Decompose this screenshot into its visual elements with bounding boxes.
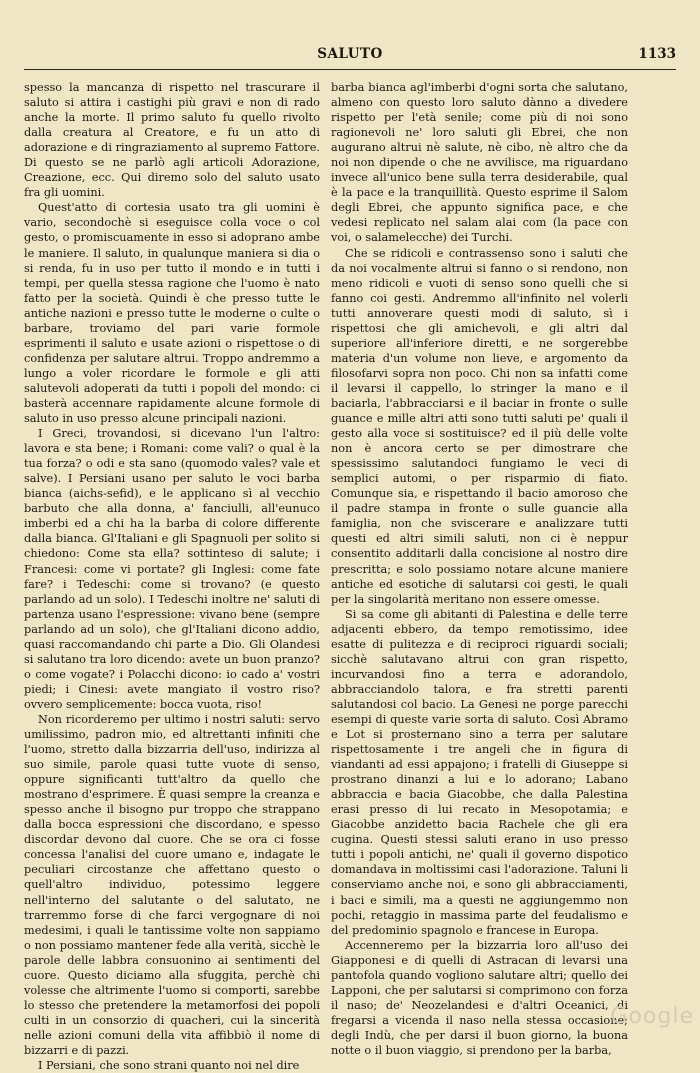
paragraph: Che se ridicoli e contrassenso sono i saluti che da noi vocalmente altrui si fanno o si rendono, non meno ridicoli e vuoti di senso sono quelli che si fanno coi gesti. Andremmo all'infinito nel volerli tutti annoverare questi modi di saluto, sì i rispettosi che gli amichevoli, e gli altri dal superiore all'inferiore diretti, e ne sorgerebbe materia d'un volume non lieve, e argomento da filosofarvi sopra non poco. Chi non sa infatti come il levarsi il cappello, lo stringer la mano e il baciarla, l'abbracciarsi e il baciar in fronte o sulle guance e mille altri atti sono tutti saluti pe' quali il gesto alla voce si sostituisce? ed il più delle volte non è ancora certo se per dimostrare che spessissimo salutandoci fungiamo le veci di semplici automi, o per risparmio di fiato. Comunque sia, e rispettando il bacio amoroso che il padre stampa in fronte o sulle guancie alla famiglia, non che sviscerare e analizzare tutti questi ed altri simili saluti, non ci è neppur consentito additarli dalla concisione al nostro dire prescritta; e solo possiamo notare alcune maniere antiche ed esotiche di salutarsi coi gesti, le quali per la singolarità meritano non essere omesse. <box>331 246 628 606</box>
right-column <box>331 80 628 1058</box>
paragraph: I Greci, trovandosi, si dicevano l'un l'altro: lavora e sta bene; i Romani: come vali? o qual è la tua forza? o odi e sta sano (quomodo vales? vale et salve). I Persiani usano per saluto le voci barba bianca (aichs-sefid), e le applicano sì al vecchio barbuto che alla donna, a' fanciulli, all'eunuco imberbi ed a chi ha la barba di colore differente dalla bianca. Gl'Italiani e gli Spagnuoli per solito si chiedono: Come sta ella? sottinteso di salute; i Francesi: come vi portate? gli Inglesi: come fate fare? i Tedeschi: come si trovano? (e questo parlando ad un solo). I Tedeschi inoltre ne' saluti di partenza usano l'espressione: vivano bene (sempre parlando ad un solo), che gl'Italiani dicono addio, quasi raccomandando chi parte a Dio. Gli Olandesi si salutano tra loro dicendo: avete un buon pranzo? o come vogate? i Polacchi dicono: io cado a' vostri piedi; i Cinesi: avete mangiato il vostro riso? ovvero semplicemente: bocca vuota, riso! <box>24 427 320 711</box>
paragraph: barba bianca agl'imberbi d'ogni sorta che salutano, almeno con questo loro saluto dànno a divedere rispetto per l'età senile; come più di noi sono ragionevoli ne' loro saluti gli Ebrei, che non augurano altrui nè salute, nè cibo, nè altro che da noi non dipende o che ne avvilisce, ma riguardano invece all'unico bene sulla terra desiderabile, qual è la pace e la tranquillità. Questo esprime il Salom degli Ebrei, che appunto significa pace, e che vedesi replicato nel salam alai com (la pace con voi, o salamelecche) dei Turchi. <box>331 81 628 245</box>
header-rule <box>24 69 676 70</box>
paragraph: spesso la mancanza di rispetto nel trascurare il saluto si attira i castighi più gravi e non di rado anche la morte. Il primo saluto fu quello rivolto dalla creatura al Creatore, e fu un atto di adorazione e di ringraziamento al supremo Fattore. Di questo se ne parlò agli articoli Adorazione, Creazione, ecc. Qui diremo solo del saluto usato fra gli uomini. <box>24 81 320 200</box>
watermark: Google <box>610 1004 694 1029</box>
paragraph: Accenneremo per la bizzarria loro all'uso dei Giapponesi e di quelli di Astracan di levarsi una pantofola quando vogliono salutare altri; quello dei Lapponi, che per salutarsi si comprimono con forza il naso; de' Neozelandesi e d'altri Oceanici, di fregarsi a vicenda il naso nella stessa occasione; degli Indù, che per darsi il buon giorno, la buona notte o il buon viaggio, si prendono per la barba, <box>331 938 628 1057</box>
paragraph: I Persiani, che sono strani quanto noi nel dire <box>38 1059 300 1073</box>
running-title: SALUTO <box>317 46 383 62</box>
paragraph: Si sa come gli abitanti di Palestina e delle terre adjacenti ebbero, da tempo remotissimo, idee esatte di pulitezza e di reciproci riguardi sociali; sicchè salutavano altrui con gran rispetto, incurvandosi fino a terra e adorandolo, abbracciandolo talora, e fra stretti parenti salutandosi col bacio. La Genesi ne porge parecchi esempi di queste varie sorta di saluto. Così Abramo e Lot si prosternano sino a terra per salutare rispettosamente i tre angeli che in figura di viandanti ad essi appajono; i fratelli di Giuseppe si prostrano dinanzi a lui e lo adorano; Labano abbraccia e bacia Giacobbe, che dalla Palestina erasi presso di lui recato in Mesopotamia; e Giacobbe anzidetto bacia Rachele che gli era cugina. Questi stessi saluti erano in uso presso tutti i popoli antichi, ne' quali il governo dispotico domandava in moltissimi casi l'adorazione. Taluni li conserviamo anche noi, e sono gli abbracciamenti, i baci e simili, ma a questi ne aggiungemmo non pochi, retaggio in massima parte del feudalismo e del predominio spagnolo e francese in Europa. <box>331 607 628 937</box>
paragraph: Quest'atto di cortesia usato tra gli uomini è vario, secondochè si eseguisce colla voce o col gesto, o promiscuamente in esso si adoprano ambe le maniere. Il saluto, in qualunque maniera si dia o si renda, fu in uso per tutto il mondo e in tutti i tempi, per quella stessa ragione che l'uomo è nato fatto per la società. Quindi è che presso tutte le antiche nazioni e presso tutte le moderne o culte o barbare, troviamo del pari varie formole esprimenti il saluto e usate azioni o rispettose o di confidenza per salutare altrui. Troppo andremmo a lungo a voler ricordare le formole e gli atti salutevoli adoperati da tutti i popoli del mondo: ci basterà accennare rapidamente alcune formole di saluto in uso presso alcune principali nazioni. <box>24 201 320 426</box>
running-head <box>24 46 676 66</box>
page-number: 1133 <box>638 46 676 62</box>
paragraph: Non ricorderemo per ultimo i nostri saluti: servo umilissimo, padron mio, ed altrettanti infiniti che l'uomo, stretto dalla bizzarria dell'uso, indirizza al suo simile, parole quasi tutte vuote di senso, oppure significanti tutt'altro da quello che mostrano d'esprimere. È quasi sempre la creanza e spesso anche il bisogno pur troppo che strappano dalla bocca espressioni che discordano, e spesso discordar devono dal cuore. Che se ora ci fosse concessa l'analisi del cuore umano e, indagate le peculiari circostanze che affettano questo o quell'altro individuo, potessimo leggere nell'interno del salutante o del salutato, ne trarremmo forse di che farci vergognare di noi medesimi, i quali le tantissime volte non sappiamo o non possiamo mantener fede alla verità, sicchè le parole delle labbra consuonino ai sentimenti del cuore. Questo diciamo alla sfuggita, perchè chi volesse che altrimente l'uomo si comporti, sarebbe lo stesso che pretendere la metamorfosi dei popoli culti in un consorzio di quacheri, cui la sincerità nelle azioni comuni della vita affibbiò il nome di bizzarri e di pazzi. <box>24 712 320 1057</box>
left-column <box>24 80 320 1073</box>
